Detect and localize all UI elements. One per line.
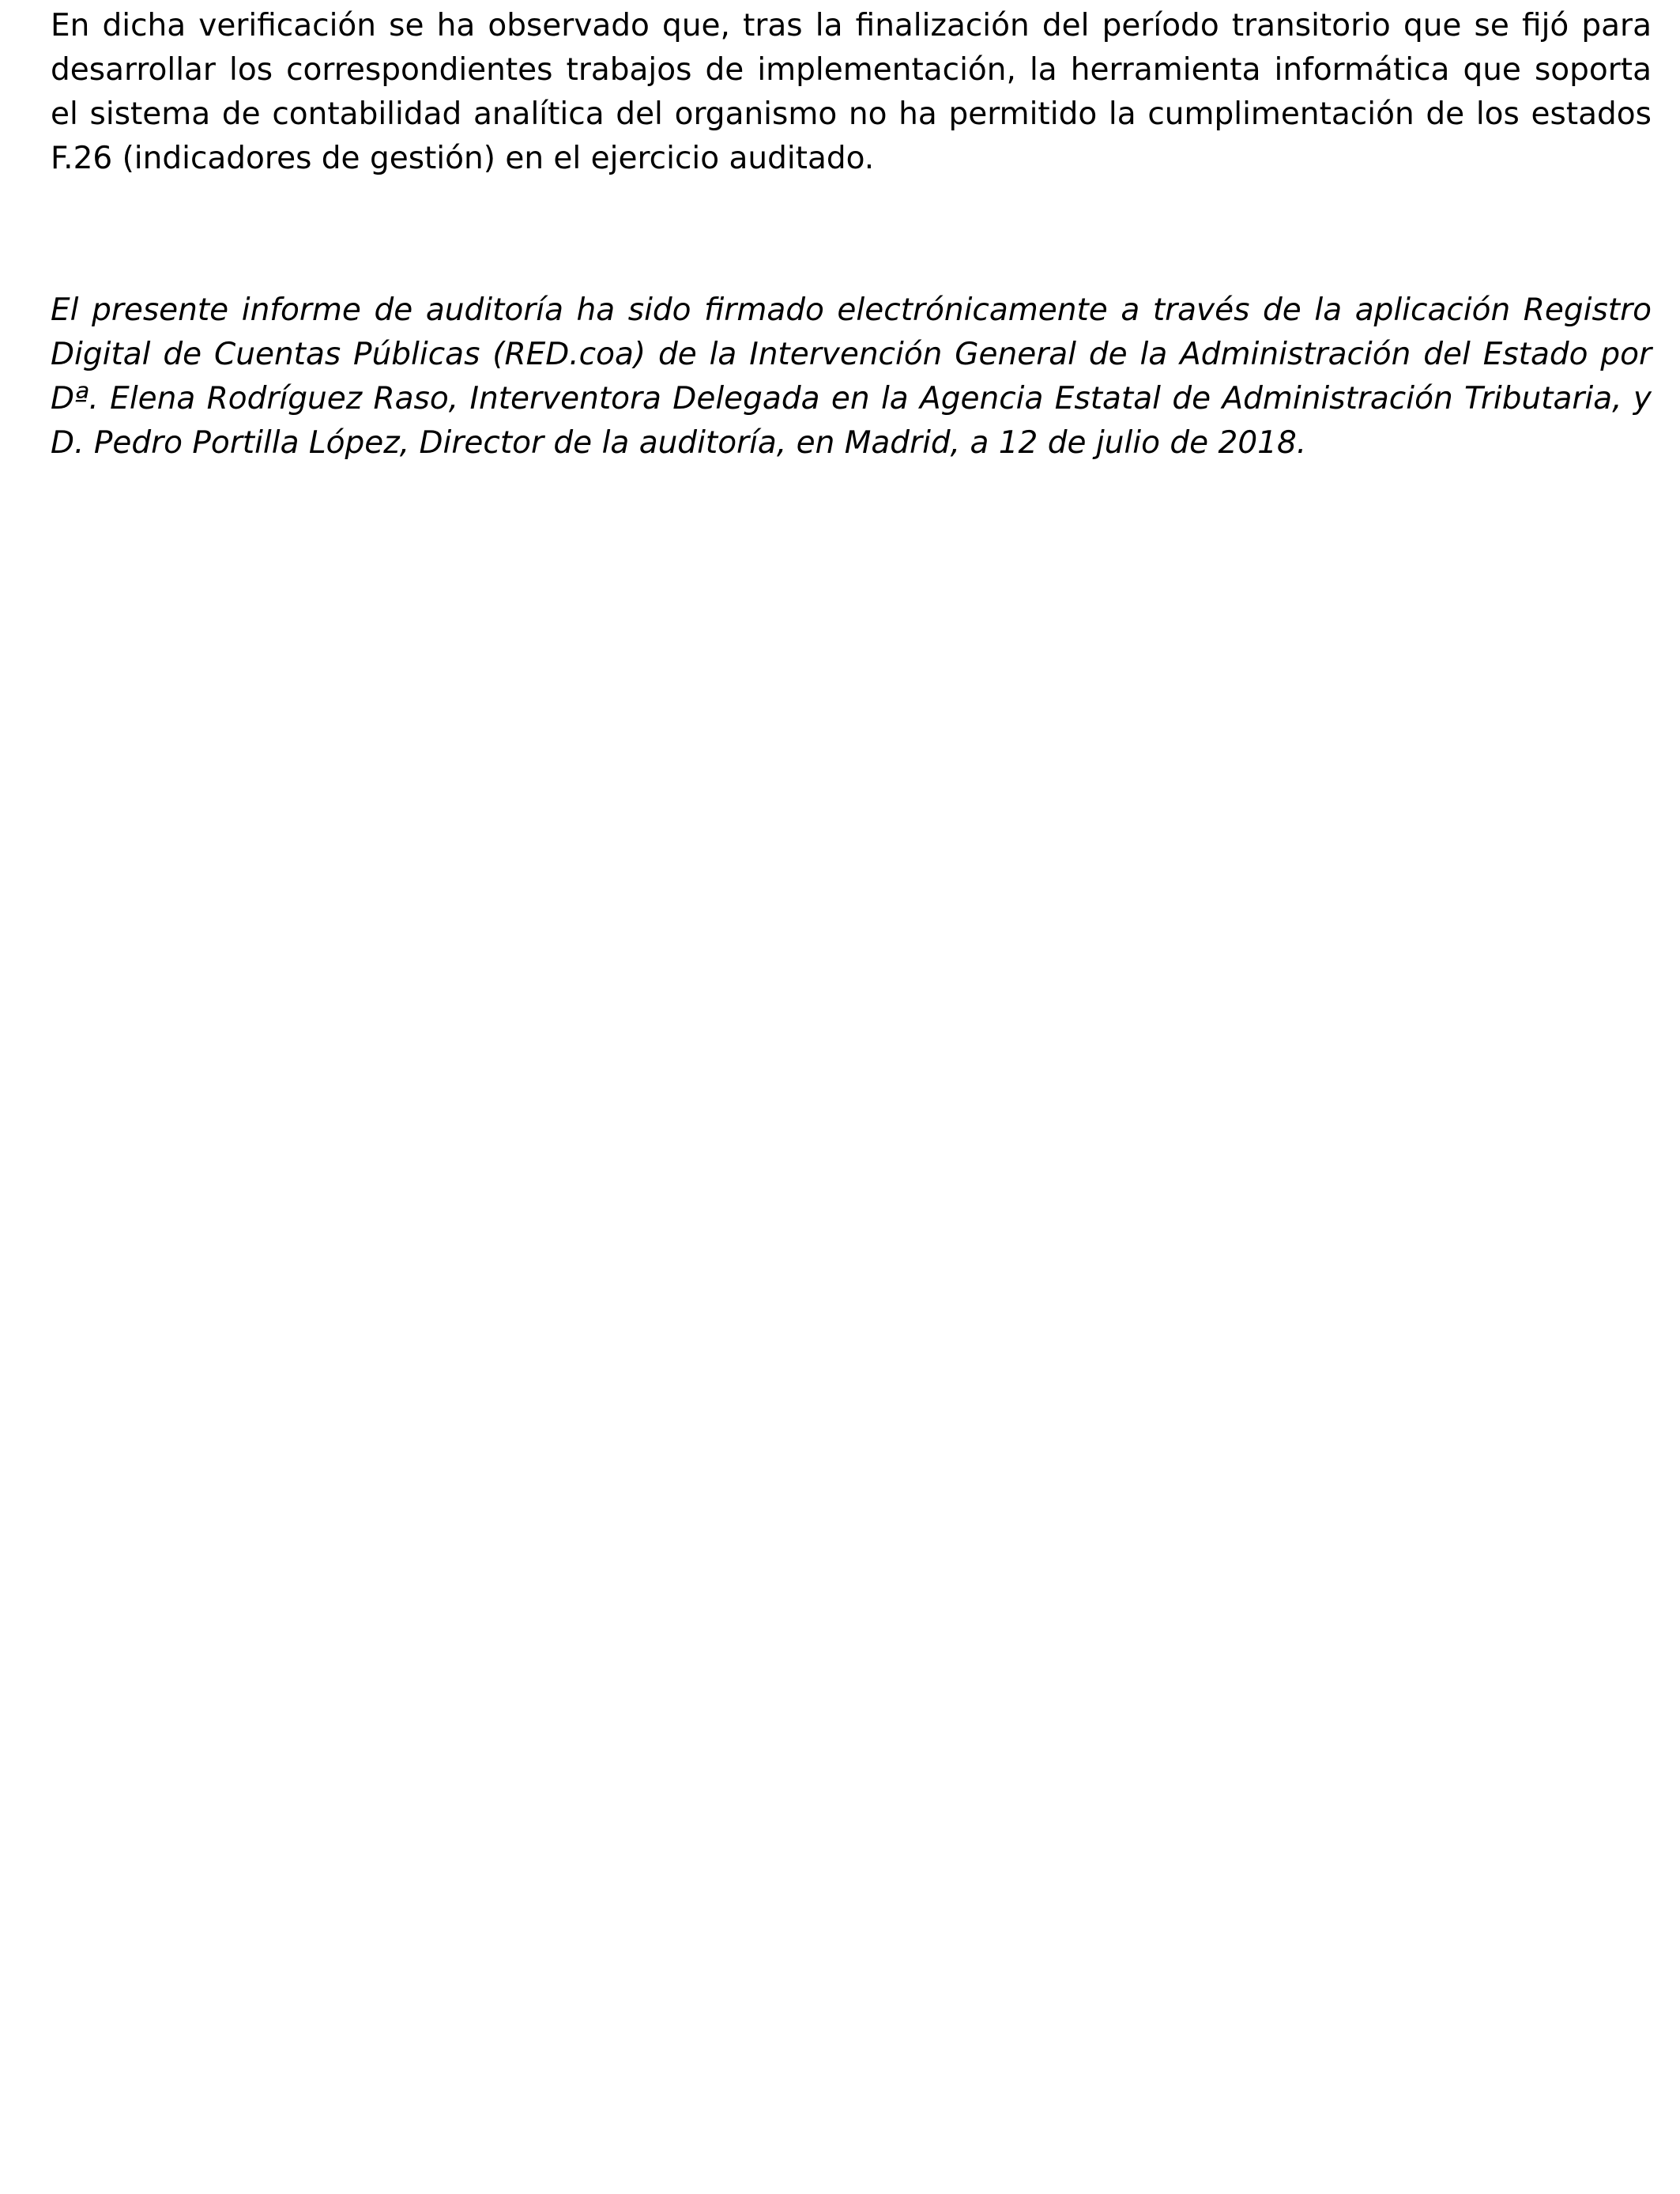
electronic-signature-paragraph: El presente informe de auditoría ha sido firmado electrónicamente a través de la aplicación Registro Digital de Cuentas Públicas (RED.coa) de la Intervención General de la Administración del Estado por Dª. Elena Rodríguez Raso, Interventora Delegada en la Agencia Estatal de Administración Tributaria, y D. Pedro Portilla López, Director de la auditoría, en Madrid, a 12 de julio de 2018. [51, 292, 1652, 461]
verification-paragraph: En dicha verificación se ha observado que, tras la finalización del período transitorio que se fijó para desarrollar los correspondientes trabajos de implementación, la herramienta informática que soporta el sistema de contabilidad analítica del organismo no ha permitido la cumplimentación de los estados F.26 (indicadores de gestión) en el ejercicio auditado. [51, 8, 1652, 176]
